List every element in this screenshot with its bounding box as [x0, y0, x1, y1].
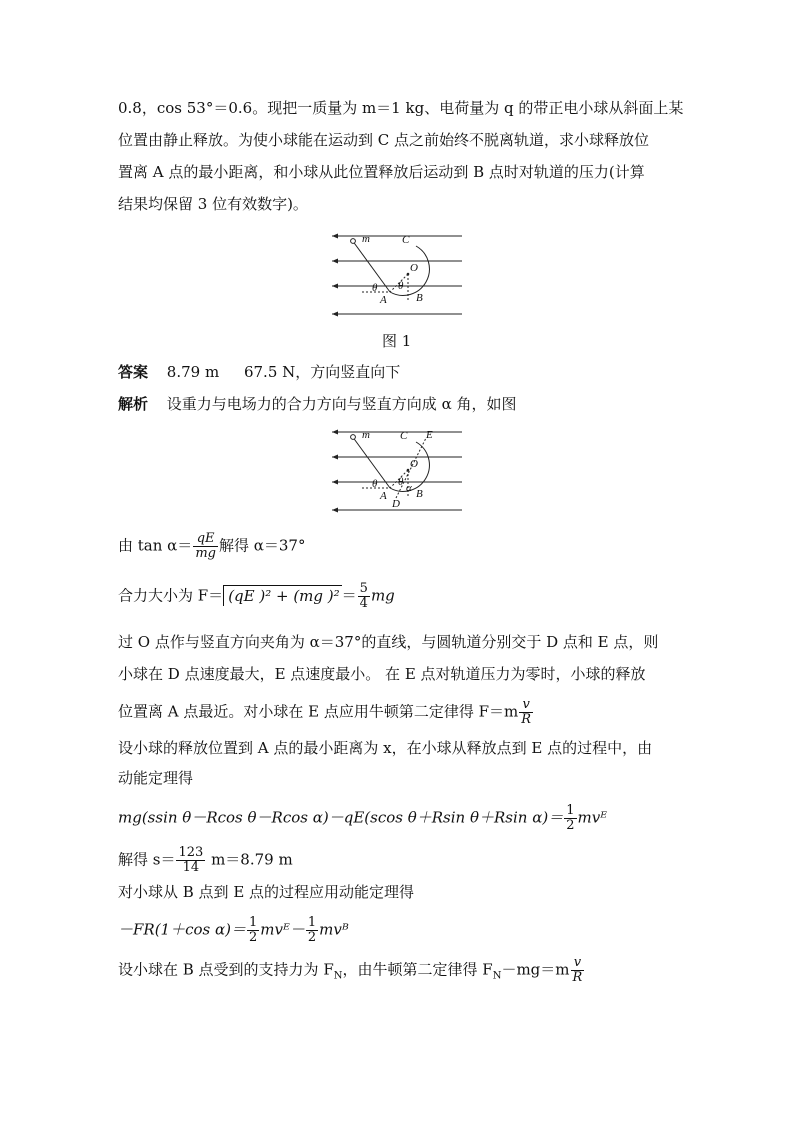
eq4-den: 14	[182, 860, 200, 875]
text4-middle: ，由牛顿第二定律得 F	[342, 960, 493, 979]
text4-prefix: 设小球在 B 点受到的支持力为 F	[118, 960, 334, 979]
eq2-eq: ＝	[341, 586, 357, 605]
eq5-den2: 2	[307, 930, 317, 945]
equation-work-energy-2	[118, 916, 349, 945]
text2-line-2: 动能定理得	[118, 769, 194, 787]
text4-fraction	[571, 956, 585, 985]
eq5-suffix: mvᴮ	[319, 920, 349, 939]
analysis-label: 解析	[118, 395, 149, 413]
text1-line-3	[118, 698, 534, 727]
eq5-fraction-2	[306, 916, 318, 945]
text4-line	[118, 956, 585, 987]
fig1-label-theta2: θ	[398, 280, 404, 292]
text1-num: v	[519, 698, 533, 713]
eq3-den: 2	[566, 818, 575, 833]
text1-line-3a: 位置离 A 点最近。对小球在 E 点应用牛顿第二定律得 F＝m	[118, 702, 519, 721]
eq1-prefix: 由 tan α＝	[118, 536, 193, 555]
eq1-suffix: 解得 α＝37°	[218, 536, 306, 555]
fig1-label-o: O	[410, 262, 418, 274]
eq3-fraction	[564, 804, 576, 833]
fig1-label-c: C	[402, 234, 410, 246]
fig1-label-a: A	[380, 294, 387, 306]
text4-sub: N	[333, 970, 343, 982]
text1-fraction	[519, 698, 533, 727]
fig2-label-b: B	[416, 488, 423, 500]
eq4-suffix: m＝8.79 m	[206, 850, 293, 869]
eq5-mid: mvᴱ－	[260, 920, 305, 939]
fig1-label-theta1: θ	[372, 282, 378, 294]
eq4-fraction	[176, 846, 205, 875]
answer-value-2: 67.5 N，方向竖直向下	[243, 363, 401, 381]
fig2-label-o: O	[410, 458, 418, 470]
figure-1-diagram	[328, 230, 468, 322]
figure-1	[328, 230, 468, 322]
fig2-label-theta2: θ	[398, 476, 404, 488]
text1-line-2: 小球在 D 点速度最大，E 点速度最小。 在 E 点对轨道压力为零时，小球的释放	[118, 665, 646, 683]
eq1-num: qE	[193, 532, 218, 547]
text4-tail: －mg＝m	[501, 960, 570, 979]
text4-sub2: N	[492, 970, 502, 982]
problem-line-4: 结果均保留 3 位有效数字)。	[118, 195, 308, 213]
analysis-line	[118, 394, 516, 414]
answer-value-1: 8.79 m	[166, 363, 220, 381]
problem-line-3: 置离 A 点的最小距离，和小球从此位置释放后运动到 B 点时对轨道的压力(计算	[118, 163, 645, 181]
equation-resultant-force	[118, 582, 395, 611]
eq2-suffix: mg	[370, 586, 395, 605]
eq3-suffix: mvᴱ	[577, 808, 608, 827]
figure-2	[328, 426, 468, 516]
eq5-fraction-1	[247, 916, 259, 945]
eq2-den: 4	[359, 596, 368, 611]
text1-line-1: 过 O 点作与竖直方向夹角为 α＝37°的直线，与圆轨道分别交于 D 点和 E 点，则	[118, 633, 659, 651]
eq3-main: mg(ssin θ－Rcos θ－Rcos α)－qE(scos θ＋Rsin θ＋Rsin α)＝	[118, 808, 564, 827]
fig2-label-e: E	[426, 429, 433, 441]
eq5-den1: 2	[248, 930, 258, 945]
fig2-label-c: C	[400, 430, 408, 442]
fig2-label-a: A	[380, 490, 387, 502]
text2-line-1: 设小球的释放位置到 A 点的最小距离为 x，在小球从释放点到 E 点的过程中，由	[118, 739, 653, 757]
eq1-den: mg	[195, 546, 216, 561]
fig1-label-b: B	[416, 292, 423, 304]
eq3-num: 1	[566, 803, 575, 818]
text4-num: v	[571, 956, 585, 971]
fig1-label-m: m	[362, 233, 370, 245]
problem-line-1: 0.8，cos 53°＝0.6。现把一质量为 m＝1 kg、电荷量为 q 的带正电小球从斜面上某	[118, 99, 684, 117]
answer-label: 答案	[118, 363, 149, 381]
equation-work-energy-1	[118, 804, 607, 833]
text3-line: 对小球从 B 点到 E 点的过程应用动能定理得	[118, 883, 415, 901]
eq4-prefix: 解得 s＝	[118, 850, 176, 869]
problem-line-2: 位置由静止释放。为使小球能在运动到 C 点之前始终不脱离轨道，求小球释放位	[118, 131, 650, 149]
fig2-label-d: D	[392, 498, 400, 510]
fig2-label-theta1: θ	[372, 478, 378, 490]
answer-line	[118, 362, 400, 382]
equation-tan-alpha	[118, 532, 305, 561]
eq4-num: 123	[178, 845, 204, 860]
eq1-fraction	[193, 532, 218, 561]
figure-1-caption: 图 1	[382, 332, 412, 350]
eq2-num: 5	[359, 581, 368, 596]
analysis-intro: 设重力与电场力的合力方向与竖直方向成 α 角，如图	[166, 395, 517, 413]
eq2-radical: (qE )² + (mg )²	[223, 585, 341, 606]
eq5-num2: 1	[307, 915, 317, 930]
text4-den: R	[572, 970, 583, 985]
eq2-fraction	[358, 582, 370, 611]
fig2-label-alpha: α	[406, 482, 412, 494]
fig2-label-m: m	[362, 429, 370, 441]
eq5-prefix: －FR(1＋cos α)＝	[118, 920, 246, 939]
text1-den: R	[521, 712, 532, 727]
equation-solve-s	[118, 846, 293, 875]
eq2-prefix: 合力大小为 F＝	[118, 586, 224, 605]
eq5-num1: 1	[248, 915, 258, 930]
